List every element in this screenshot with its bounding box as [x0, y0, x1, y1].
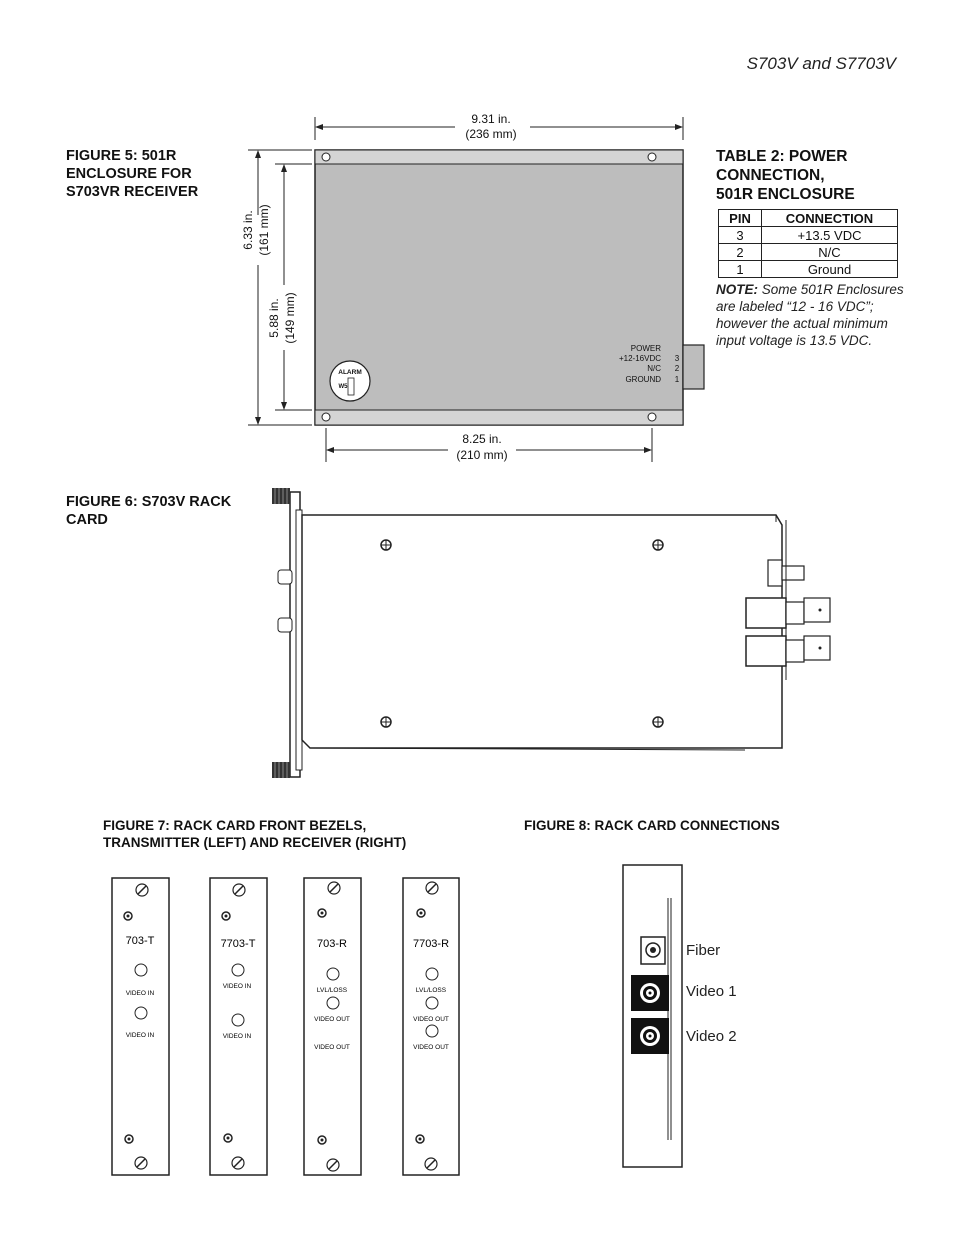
bezel-label: LVL/LOSS	[316, 987, 348, 994]
bezel-label: VIDEO IN	[222, 983, 252, 990]
bezel-703-r	[304, 878, 361, 1175]
bezel-7703-t	[210, 878, 267, 1175]
figure7-caption-line: FIGURE 7: RACK CARD FRONT BEZELS,	[103, 818, 367, 833]
figure7-caption-line: TRANSMITTER (LEFT) AND RECEIVER (RIGHT)	[103, 835, 407, 850]
alarm-label: ALARM	[338, 369, 362, 376]
video-connector-icon	[631, 1018, 669, 1054]
table-row	[719, 244, 898, 261]
bezel-label: VIDEO IN	[125, 1032, 155, 1039]
bezel-7703-r	[403, 878, 459, 1175]
bezel-label: VIDEO IN	[125, 990, 155, 997]
power-pin: 1	[674, 375, 680, 384]
table-header-connection: CONNECTION	[762, 210, 898, 227]
connection-label-video-1: Video 1	[686, 983, 737, 1000]
bezel-label: LVL/LOSS	[415, 987, 447, 994]
bezel-name: 703-R	[317, 938, 347, 950]
figure5-caption-line: ENCLOSURE FOR	[66, 166, 192, 182]
dim-bottom-in: 8.25 in.	[462, 432, 502, 446]
bezel-label: VIDEO OUT	[314, 1044, 350, 1051]
dim-left-outer-in: 6.33 in.	[241, 210, 255, 250]
bezel-label: VIDEO IN	[222, 1033, 252, 1040]
mounting-hole-icon	[653, 717, 663, 727]
bezel-label: VIDEO OUT	[314, 1016, 350, 1023]
table-cell: N/C	[762, 244, 898, 261]
power-pin: 3	[674, 354, 680, 363]
power-label-row: +12-16VDC	[618, 354, 661, 363]
table-cell: 1	[719, 261, 762, 278]
dim-left-inner-mm: (149 mm)	[283, 292, 297, 344]
dim-bottom-mm: (210 mm)	[456, 448, 508, 462]
bezel-label: VIDEO OUT	[413, 1016, 449, 1023]
table-row	[719, 227, 898, 244]
table-cell: 3	[719, 227, 762, 244]
figure6-rack-card-drawing	[0, 480, 954, 790]
power-label-title: POWER	[630, 344, 661, 353]
figure7-caption	[103, 817, 406, 851]
table-cell: Ground	[762, 261, 898, 278]
figure6-caption-line: FIGURE 6: S703V RACK	[66, 494, 232, 510]
mounting-hole-icon	[653, 540, 663, 550]
table-header-row	[719, 210, 898, 227]
table2-caption-line: 501R ENCLOSURE	[716, 186, 855, 203]
note-label: NOTE:	[716, 282, 758, 297]
table-cell: +13.5 VDC	[762, 227, 898, 244]
table-row	[719, 261, 898, 278]
power-connection-table	[718, 209, 898, 278]
figure6-caption-line: CARD	[66, 512, 108, 528]
connection-label-video-2: Video 2	[686, 1028, 737, 1045]
power-label-row: N/C	[647, 364, 661, 373]
dim-top-mm: (236 mm)	[465, 127, 517, 141]
mounting-hole-icon	[381, 540, 391, 550]
table2-caption-line: CONNECTION,	[716, 167, 825, 184]
figure7-bezels-drawing	[0, 870, 520, 1185]
bezel-name: 703-T	[125, 935, 155, 947]
fiber-connector-icon	[641, 937, 665, 964]
bezel-name: 7703-T	[220, 938, 256, 950]
table-cell: 2	[719, 244, 762, 261]
table2-caption-line: TABLE 2: POWER	[716, 148, 848, 165]
figure5-caption-line: S703VR RECEIVER	[66, 184, 199, 200]
table2-caption	[716, 147, 855, 204]
dim-left-outer-mm: (161 mm)	[257, 204, 271, 256]
ws-label: W5	[338, 384, 348, 390]
bezel-703-t	[112, 878, 169, 1175]
power-label-row: GROUND	[625, 375, 661, 384]
power-pin: 2	[674, 364, 680, 373]
table2-note	[716, 281, 916, 349]
figure8-connections-drawing	[600, 860, 720, 1180]
dim-top-in: 9.31 in.	[471, 112, 511, 126]
bezel-name: 7703-R	[412, 938, 450, 950]
figure8-caption: FIGURE 8: RACK CARD CONNECTIONS	[524, 818, 780, 833]
dim-left-inner-in: 5.88 in.	[267, 298, 281, 338]
figure5-caption-line: FIGURE 5: 501R	[66, 148, 177, 164]
mounting-hole-icon	[381, 717, 391, 727]
note-text: Some 501R Enclosures are labeled “12 - 16 VDC”; however the actual minimum input voltage is 13.5 VDC.	[716, 282, 904, 348]
video-connector-icon	[631, 975, 669, 1011]
connection-label-fiber: Fiber	[686, 942, 721, 959]
bezel-label: VIDEO OUT	[413, 1044, 449, 1051]
table-header-pin: PIN	[719, 210, 762, 227]
page-header-title: S703V and S7703V	[746, 54, 896, 73]
